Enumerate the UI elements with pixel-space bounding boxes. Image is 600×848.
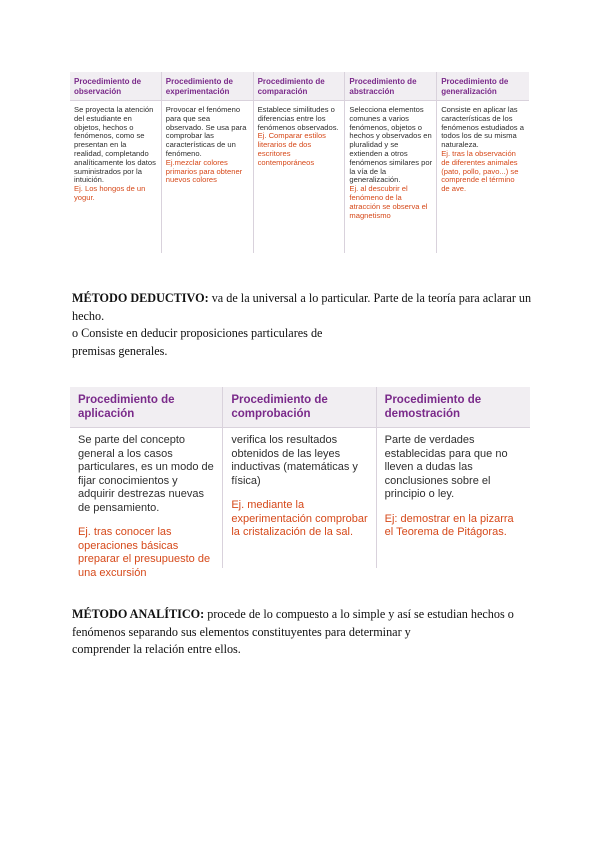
description-text: Establece similitudes o diferencias entre los fenómenos observados. [257, 105, 339, 132]
cell-demostracion [377, 428, 530, 568]
analytic-line-2: comprender la relación entre ellos. [72, 642, 241, 656]
example-text: Ej. tras conocer las operaciones básicas preparar el presupuesto de una excursión [78, 526, 211, 579]
header-abstraccion: Procedimiento de abstracción [345, 72, 437, 101]
cell-observacion [70, 101, 162, 253]
cell-abstraccion [345, 101, 437, 253]
header-comprobacion: Procedimiento de comprobación [223, 387, 376, 428]
analytic-line-1: procede de lo compuesto a lo simple y así se estudian hechos o fenómenos separando sus elementos constituyentes para determinar y [72, 607, 514, 639]
cell-comparacion [254, 101, 346, 253]
cell-aplicacion [70, 428, 223, 579]
example-text: Ej. Los hongos de un yogur. [74, 184, 146, 202]
description-text: Se proyecta la atención del estudiante en objetos, hechos o fenómenos, como se presentan en la realidad, completando analíticamente los datos suministrados por la intuición. [74, 105, 156, 185]
description-text: verifica los resultados obtenidos de las leyes inductivas (matemáticas y física) [231, 434, 358, 487]
deductive-line-3: premisas generales. [72, 343, 168, 358]
deductive-method-paragraph [72, 290, 542, 360]
description-text: Se parte del concepto general a los casos particulares, es un modo de fijar conocimientos y adquirir destrezas nuevas de pensamiento. [78, 434, 214, 514]
example-text: Ej. tras la observación de diferentes animales (pato, pollo, pavo...) se comprende el término de ave. [441, 148, 519, 194]
analytic-heading: MÉTODO ANALÍTICO: [72, 607, 205, 621]
example-text: Ej. al descubrir el fenómeno de la atracción se observa el magnetismo [349, 184, 428, 220]
example-text: Ej. Comparar estilos literarios de dos escritores contemporáneos [257, 131, 326, 167]
description-text: Parte de verdades establecidas para que no lleven a dudas las conclusiones sobre el principio o ley. [384, 434, 508, 500]
cell-generalizacion [437, 101, 529, 253]
header-aplicacion: Procedimiento de aplicación [70, 387, 223, 428]
cell-experimentacion [162, 101, 254, 253]
header-experimentacion: Procedimiento de experimentación [162, 72, 254, 101]
procedures-table-1 [70, 72, 529, 253]
description-text: Selecciona elementos comunes a varios fenómenos, objetos o hechos y observados en pluralidad y se extienden a otros fenómenos similares por la vía de la generalización. [349, 105, 433, 185]
procedures-table-2 [70, 387, 530, 579]
deductive-line-2: o Consiste en deducir proposiciones particulares de [72, 326, 323, 340]
description-text: Consiste en aplicar las características de los fenómenos estudiados a todos los de su misma naturaleza. [441, 105, 524, 150]
analytic-method-paragraph [72, 606, 542, 659]
deductive-heading: MÉTODO DEDUCTIVO: [72, 291, 209, 305]
example-text: Ej.mezclar colores primarios para obtener nuevos colores [165, 157, 243, 185]
header-observacion: Procedimiento de observación [70, 72, 162, 101]
description-text: Provocar el fenómeno para que sea observado. Se usa para comprobar las características de un fenómeno. [165, 105, 247, 158]
cell-comprobacion [223, 428, 376, 568]
header-generalizacion: Procedimiento de generalización [437, 72, 529, 101]
header-demostracion: Procedimiento de demostración [377, 387, 530, 428]
header-comparacion: Procedimiento de comparación [254, 72, 346, 101]
example-text: Ej: demostrar en la pizarra el Teorema de Pitágoras. [384, 512, 514, 538]
example-text: Ej. mediante la experimentación comprobar la cristalización de la sal. [231, 499, 368, 538]
deductive-line-1: va de la universal a lo particular. Parte de la teoría para aclarar un hecho. [72, 291, 532, 323]
